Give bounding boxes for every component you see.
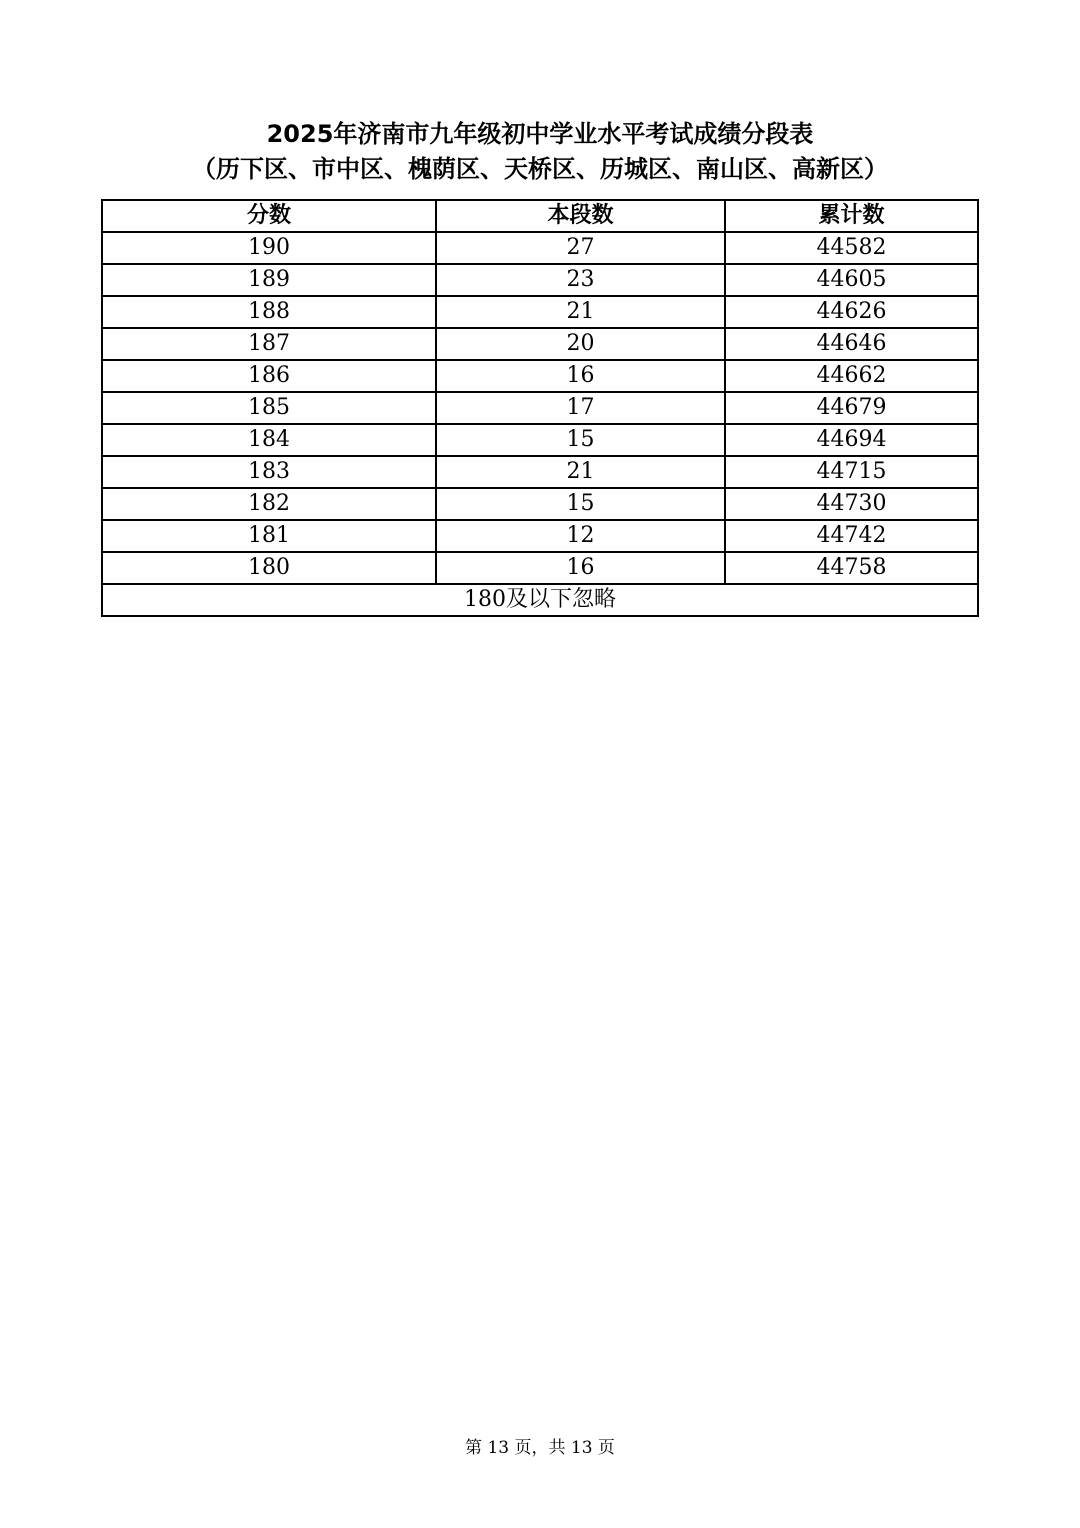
header-cumulative-count: 累计数 — [725, 200, 978, 232]
score-cell: 188 — [102, 296, 436, 328]
table-row — [102, 264, 978, 296]
table-row — [102, 520, 978, 552]
cumulative-count-cell: 44715 — [725, 456, 978, 488]
cumulative-count-cell: 44626 — [725, 296, 978, 328]
score-cell: 187 — [102, 328, 436, 360]
segment-count-cell: 15 — [436, 488, 725, 520]
table-note-row — [102, 584, 978, 616]
segment-count-cell: 12 — [436, 520, 725, 552]
segment-count-cell: 15 — [436, 424, 725, 456]
score-cell: 182 — [102, 488, 436, 520]
cumulative-count-cell: 44662 — [725, 360, 978, 392]
segment-count-cell: 16 — [436, 552, 725, 584]
score-cell: 190 — [102, 232, 436, 264]
cumulative-count-cell: 44742 — [725, 520, 978, 552]
header-score: 分数 — [102, 200, 436, 232]
page-number-footer: 第 13 页，共 13 页 — [465, 1438, 615, 1458]
table-row — [102, 552, 978, 584]
segment-count-cell: 23 — [436, 264, 725, 296]
table-row — [102, 456, 978, 488]
table-row — [102, 392, 978, 424]
table-row — [102, 424, 978, 456]
segment-count-cell: 21 — [436, 456, 725, 488]
header-segment-count: 本段数 — [436, 200, 725, 232]
segment-count-cell: 17 — [436, 392, 725, 424]
score-cell: 185 — [102, 392, 436, 424]
cumulative-count-cell: 44646 — [725, 328, 978, 360]
cumulative-count-cell: 44758 — [725, 552, 978, 584]
score-table — [101, 199, 979, 617]
table-row — [102, 296, 978, 328]
table-row — [102, 360, 978, 392]
score-cell: 181 — [102, 520, 436, 552]
cumulative-count-cell: 44679 — [725, 392, 978, 424]
score-cell: 189 — [102, 264, 436, 296]
page-title: 2025年济南市九年级初中学业水平考试成绩分段表 — [266, 120, 814, 148]
segment-count-cell: 20 — [436, 328, 725, 360]
table-header-row — [102, 200, 978, 232]
table-row — [102, 488, 978, 520]
table-row — [102, 232, 978, 264]
cumulative-count-cell: 44582 — [725, 232, 978, 264]
score-cell: 184 — [102, 424, 436, 456]
score-cell: 180 — [102, 552, 436, 584]
table-note: 180及以下忽略 — [102, 584, 978, 616]
page-subtitle: （历下区、市中区、槐荫区、天桥区、历城区、南山区、高新区） — [192, 155, 888, 183]
segment-count-cell: 16 — [436, 360, 725, 392]
cumulative-count-cell: 44605 — [725, 264, 978, 296]
segment-count-cell: 27 — [436, 232, 725, 264]
score-cell: 186 — [102, 360, 436, 392]
cumulative-count-cell: 44730 — [725, 488, 978, 520]
segment-count-cell: 21 — [436, 296, 725, 328]
score-cell: 183 — [102, 456, 436, 488]
table-row — [102, 328, 978, 360]
cumulative-count-cell: 44694 — [725, 424, 978, 456]
